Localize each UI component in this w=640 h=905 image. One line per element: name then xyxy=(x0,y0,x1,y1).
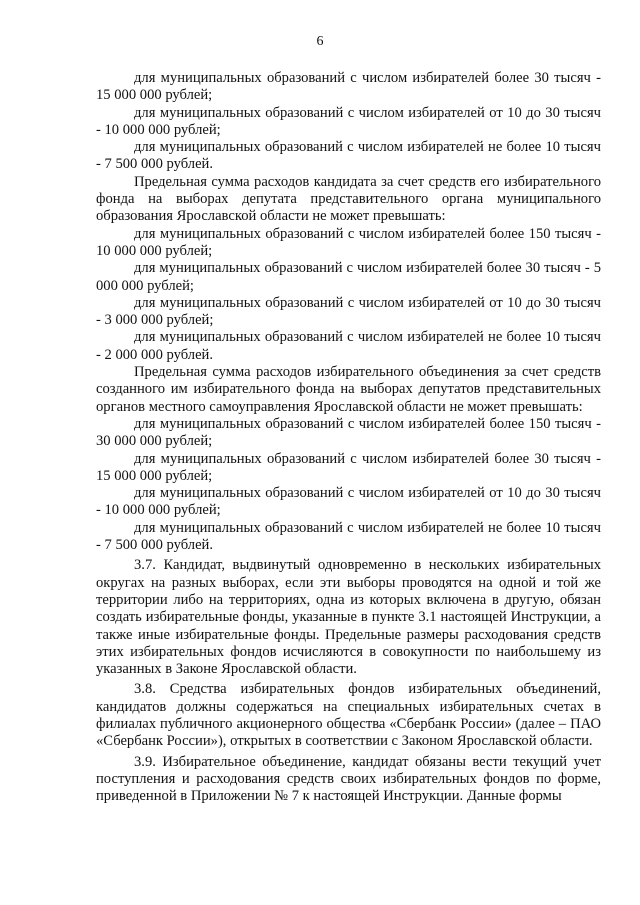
paragraph-candidate-limit-intro: Предельная сумма расходов кандидата за счет средств его избирательного фонда на выборах депутата представительного органа муниципального образования Ярославской области не может превышать: xyxy=(96,173,601,225)
paragraph-candidate-10-30k: для муниципальных образований с числом избирателей от 10 до 30 тысяч - 3 000 000 рублей; xyxy=(96,294,601,329)
paragraph-association-under-10k: для муниципальных образований с числом избирателей не более 10 тысяч - 7 500 000 рублей. xyxy=(96,519,601,554)
page-number: 6 xyxy=(316,34,324,49)
paragraph-association-over-30k: для муниципальных образований с числом избирателей более 30 тысяч - 15 000 000 рублей; xyxy=(96,450,601,484)
paragraph-limit-under-10k: для муниципальных образований с числом избирателей не более 10 тысяч - 7 500 000 рублей. xyxy=(96,139,601,173)
paragraph-association-over-150k: для муниципальных образований с числом избирателей более 150 тысяч - 30 000 000 рублей; xyxy=(96,415,601,450)
clause-3-9: 3.9. Избирательное объединение, кандидат обязаны вести текущий учет поступления и расходования средств своих избирательных фондов по форме, приведенной в Приложении № 7 к настоящей Инструкции. Данные формы xyxy=(96,753,601,805)
paragraph-candidate-under-10k: для муниципальных образований с числом избирателей не более 10 тысяч - 2 000 000 рублей. xyxy=(96,329,601,363)
clause-3-8: 3.8. Средства избирательных фондов избирательных объединений, кандидатов должны содержаться на специальных избирательных счетах в филиалах публичного акционерного общества «Сбербанк России» (далее – ПАО «Сбербанк России»), открытых в соответствии с Законом Ярославской области. xyxy=(96,681,601,750)
paragraph-candidate-over-150k: для муниципальных образований с числом избирателей более 150 тысяч - 10 000 000 рублей; xyxy=(96,225,601,259)
paragraph-association-limit-intro: Предельная сумма расходов избирательного объединения за счет средств созданного им избирательного фонда на выборах депутатов представительных органов местного самоуправления Ярославской области не может превышать: xyxy=(96,364,601,415)
paragraph-limit-10-30k: для муниципальных образований с числом избирателей от 10 до 30 тысяч - 10 000 000 рублей; xyxy=(96,104,601,138)
paragraph-candidate-over-30k: для муниципальных образований с числом избирателей более 30 тысяч - 5 000 000 рублей; xyxy=(96,260,601,294)
document-body xyxy=(96,70,601,805)
clause-3-7: 3.7. Кандидат, выдвинутый одновременно в нескольких избирательных округах на разных выборах, если эти выборы проводятся на одной и той же территории либо на территориях, одна из которых включена в другую, обязан создать избирательные фонды, указанные в пункте 3.1 настоящей Инструкции, а также иные избирательные фонды. Предельные размеры расходования средств этих избирательных фондов исчисляются в совокупности по наибольшему из указанных в Законе Ярославской области. xyxy=(96,557,601,678)
paragraph-association-10-30k: для муниципальных образований с числом избирателей от 10 до 30 тысяч - 10 000 000 рублей; xyxy=(96,485,601,519)
paragraph-limit-over-30k: для муниципальных образований с числом избирателей более 30 тысяч - 15 000 000 рублей; xyxy=(96,70,601,104)
